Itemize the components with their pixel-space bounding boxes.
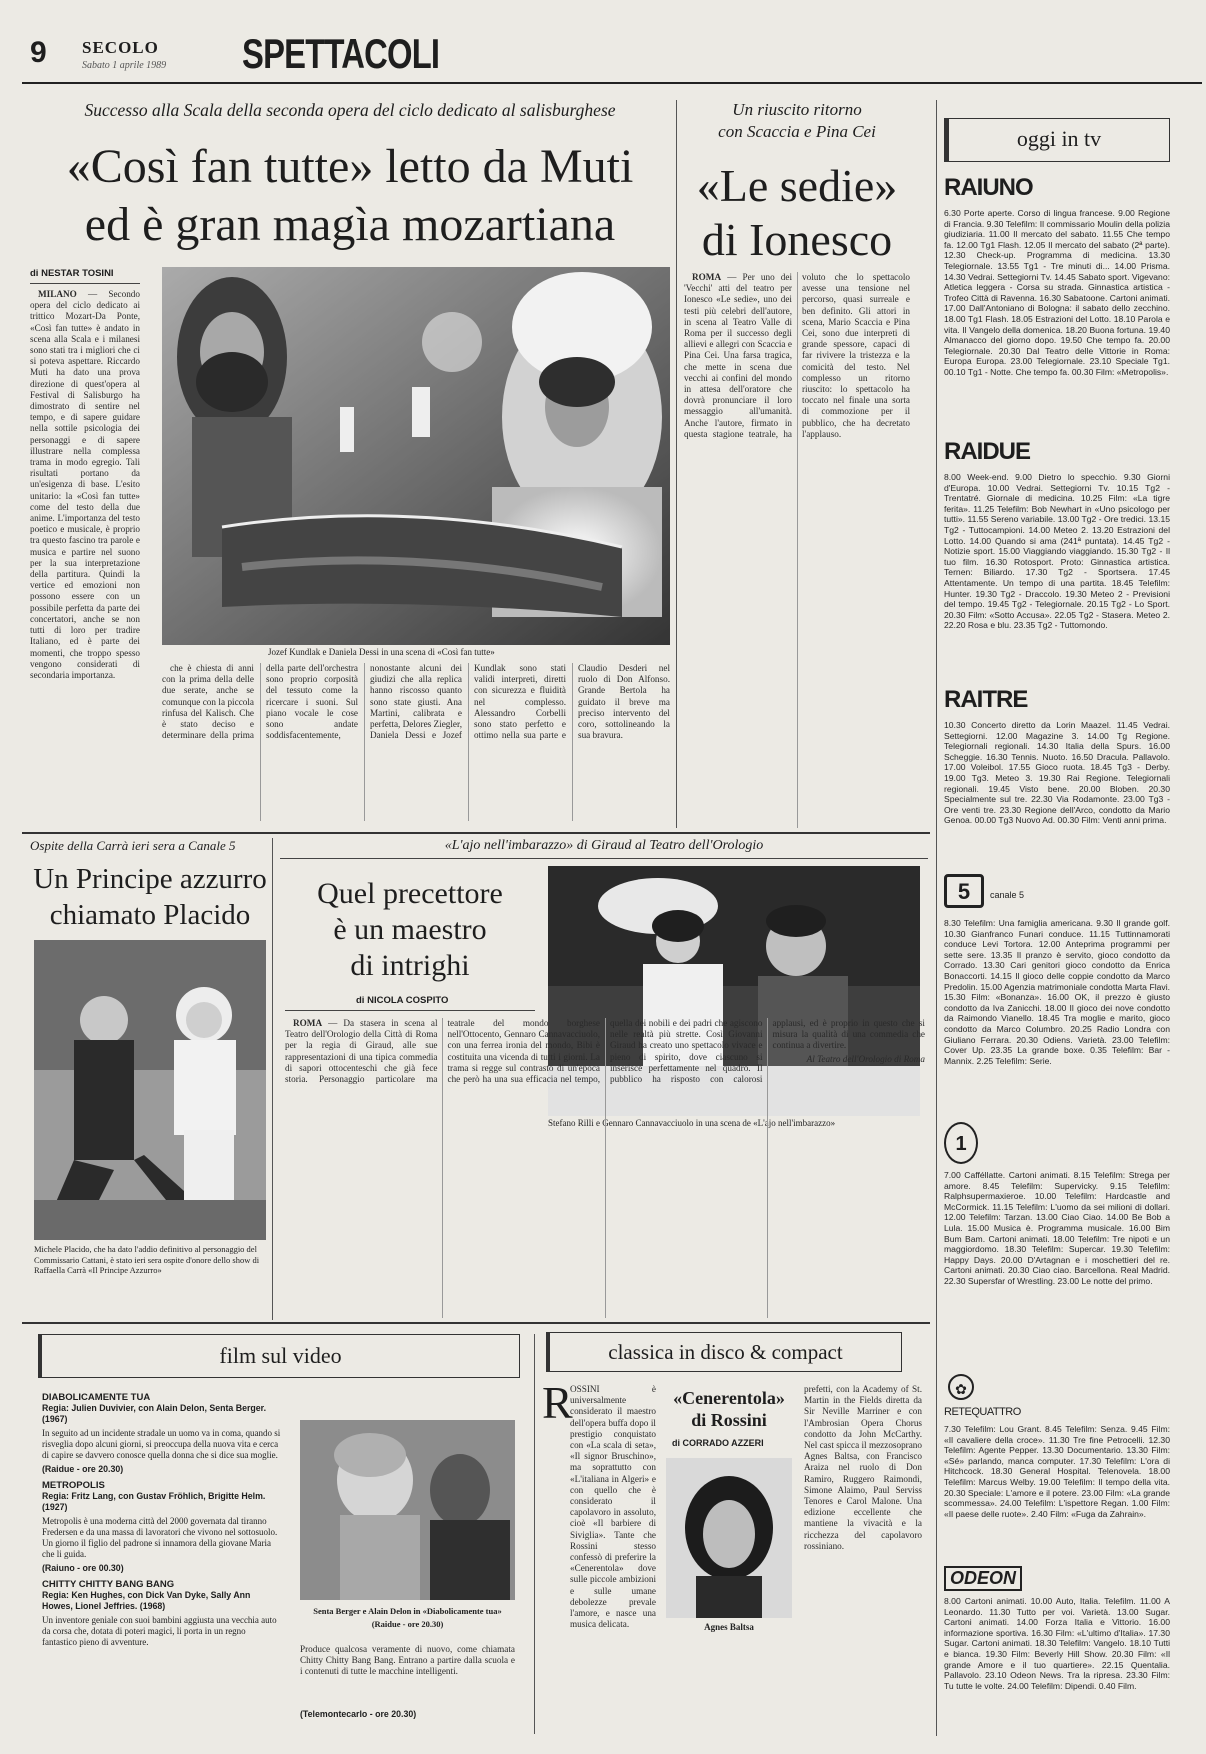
raidue-logo: RAIDUE (944, 438, 1031, 465)
raidue-schedule: 8.00 Week-end. 9.00 Dietro lo specchio. 9.30 Giorni d'Europa. 10.00 Vedrai. Settegiorni Tv. 10.15 Tg2 - Trentatré. Giornale di medicina. 10.25 Film: «La tigre ferita». 11.25 Telefilm: Bob Newhart in «Uno psicologo per tutti». 11.55 Sereno variabile. 13.00 Tg2 - Ore tredici. 13.15 Tg2 - Tuttocampioni. 14.00 Meteo 2. 13.20 Estrazioni del Lotto. 14.00 Quando si ama (241ª puntata). 14.45 Tg2 - Notizie sport. 15.00 Viaggiando viaggiando. 15.30 Tg2 - Il tuo film. 16.30 Rotosport. Proto: Ginnastica artistica. Ternen: Biliardo. 17.30 Tg2 - Sportsera. 17.45 Attentamente. Un tempo di una partita. 18.45 Telefilm: Hunter. 19.30 Tg2 - Draccolo. 19.30 Meteo 2 - Previsioni del tempo. 19.45 Tg2 - Telegiornale. 20.15 Tg2 - Lo Sport. 20.30 Film: «Sotto Accusa». 22.05 Tg2 - Stasera. Meteo 2. 22.20 Rosa e blu. 23.35 Tg2 - Tuttomondo. (944, 472, 1170, 631)
sedie-body: ROMA — Per uno dei 'Vecchi' atti del teatro per Ionesco «Le sedie», uno dei testi più celebri dell'autore, in scena al Teatro Valle di Roma per il successo degli allievi e allegri con Scaccia e Pina Cei. Una farsa tragica, che mette in scena due vecchi ai confini del mondo in attesa dell'oratore che dovrà pronunciare il loro messaggio all'umanità. Anche l'autore, firmato in questa stagione teatrale, ha voluto che lo spettacolo avesse una tensione nel percorso, quasi surreale e ben definito. Gli attori in scena, Mario Scaccia e Pina Cei, sono due interpreti di grande spessore, capaci di far rivivere la tristezza e la comicità del testo. Nel complesso un ritorno riuscito: lo spettacolo ha toccato nel finale una sorta di commozione per il pubblico, che ha decretato l'applauso. (684, 272, 910, 439)
precettore-credit: Al Teatro dell'Orologio di Roma (806, 1053, 925, 1064)
precettore-headline-1: Quel precettore (317, 877, 503, 910)
classica-body-left: OSSINI è universalmente considerato il maestro dell'opera buffa dopo il prestigio conquistato con «La scala di seta», «Il signor Bruschino», ma soprattutto con «L'italiana in Algeri» e con quello che è considerato il capolavoro in assoluto, cioè «Il barbiere di Siviglia». Tante che Rossini stesso confessò di preferire la «Cenerentola» dove sulle piccole ambizioni e sulle umane debolezze prevale l'amore, e nasce una musica delicata. (570, 1384, 656, 1630)
sedie-kicker-2: con Scaccia e Pina Cei (718, 122, 876, 141)
sedie-body-text: Per uno dei 'Vecchi' atti del teatro per Ionesco «Le sedie», uno dei testi più celebri dell'autore, in scena al Teatro Valle di Roma per il successo degli allievi e allegri con Scaccia e Pina Cei. Una farsa tragica, che mette in scena due vecchi ai confini del mondo in attesa dell'oratore che dovrà pronunciare il loro messaggio all'umanità. Anche l'autore, firmato in questa stagione teatrale, ha voluto che lo spettacolo avesse una tensione nel percorso, quasi surreale e ben definito. Gli attori in scena, Mario Scaccia e Pina Cei, sono due interpreti di grande spessore, capaci di far rivivere la tristezza e la comicità del testo. Nel complesso un ritorno riuscito: lo spettacolo ha toccato nel finale una sorta di commozione per il pubblico, che ha decretato l'applauso. (684, 272, 910, 439)
film-video-photo (300, 1420, 515, 1600)
classica-headline-2: di Rossini (691, 1410, 767, 1430)
agnes-baltsa-image (666, 1458, 792, 1618)
cosi-body-col1: MILANO — Secondo opera del ciclo dedicato ai trittico Mozart-Da Ponte, «Così fan tutte» è andato in scena alla Scala e i milanesi sono stati tra i migliori che ci si poteva aspettare. Riccardo Muti ha dato una prova direzione di quest'opera al Festival di Salisburgo ha dimostrato di sentire nel tempo, e di sapere guidare nella sottile psicologia dei personaggi e di sapere illustrare nella complessa trama in modo egregio. Tali risultati portano da un'esigenza di base. L'esito unitario: la «Così fan tutte» come del testo della due anime. L'importanza del testo poetico e musicale, è proprio tra questo fascino tra parole e musica e partire nel suono per la sua interpretazione della partitura. Quindi la vertice ed emozioni non possono essere con un possibile perfetta da parte dei concertatori, anche se non tutti di loro per tradire Italiano, ed è parte dei momenti, che troppo spesso vengono considerati di secondaria importanza. (30, 289, 140, 680)
film-entry (42, 1480, 282, 1573)
precettore-kicker: «L'ajo nell'imbarazzo» di Giraud al Teatro dell'Orologio (444, 838, 764, 853)
opera-scene-image (162, 267, 670, 645)
film-video-right-desc: Produce qualcosa veramente di nuovo, come chiamata Chitty Chitty Bang Bang. Entrano a partire dalla scuola e i contenuti di tutte le macchine intelligenti. (300, 1644, 515, 1677)
precettore-headline-2: è un maestro (333, 913, 487, 946)
raiuno-logo: RAIUNO (944, 174, 1033, 201)
film-list (42, 1392, 282, 1732)
cosi-headline-2: ed è gran magìa mozartiana (84, 198, 616, 251)
classica-headline-1: «Cenerentola» (673, 1388, 785, 1408)
tv-title: oggi in tv (1016, 126, 1102, 151)
tv-column (944, 108, 1184, 1738)
precettore-body-text: Da stasera in scena al Teatro dell'Orologio della Città di Roma per la regia di Giraud, alle sue rappresentazioni di una tipica commedia di sapori ottocenteschi che già fece storia. Personaggio particolare ma teatrale del mondo borghese nell'Ottocento, Gennaro Cannavacciuolo, con una ferrea ironia del mondo, Bibi è costituita una vicenda di tutti i giorni. La trama si regge sul contrasto di un'epoca che però ha una sua efficacia nel tempo, quella dei nobili e dei padri che agiscono nelle realtà più strette. Così Giovanni Giraud ha creato uno spettacolo vivace e pieno di spirito, dove ciascuno si inserisce perfettamente nel quadro. Il pubblico ha risposto con calorosi applausi, ed è proprio in questo che si misura la qualità di una commedia che continua a divertire. (285, 1018, 925, 1085)
film-video-photo-channel: (Raidue - ore 20.30) (371, 1619, 444, 1629)
cosi-kicker: Successo alla Scala della seconda opera del ciclo dedicato al salisburghese (84, 100, 616, 120)
odeon-logo: ODEON (944, 1566, 1022, 1591)
cosi-sedie-divider (676, 100, 677, 828)
precettore-photo-caption: Stefano Rilli e Gennaro Cannavacciuolo in una scena de «L'ajo nell'imbarazzo» (548, 1118, 836, 1128)
berger-delon-image (300, 1420, 515, 1600)
classica-photo-caption: Agnes Baltsa (704, 1622, 754, 1632)
classica-drop-cap: R (542, 1377, 573, 1428)
film-channel: (Raidue - ore 20.30) (42, 1464, 124, 1474)
sedie-headline-1: «Le sedie» (696, 160, 898, 211)
page-header (22, 18, 1202, 82)
principe-photo (34, 940, 266, 1240)
film-credits: Regia: Julien Duvivier, con Alain Delon, Senta Berger. (1967) (42, 1403, 267, 1424)
precettore-body: ROMA — Da stasera in scena al Teatro dell'Orologio della Città di Roma per la regia di Giraud, alle sue rappresentazioni di una tipica commedia di sapori ottocenteschi che già fece storia. Personaggio particolare ma teatrale del mondo borghese nell'Ottocento, Gennaro Cannavacciuolo, con una ferrea ironia del mondo, Bibi è costituita una vicenda di tutti i giorni. La trama si regge sul contrasto di un'epoca che però ha una sua efficacia nel tempo, quella dei nobili e dei padri che agiscono nelle realtà più strette. Così Giovanni Giraud ha creato uno spettacolo vivace e pieno di spirito, dove ciascuno si inserisce perfettamente nel quadro. Il pubblico ha risposto con calorosi applausi, ed è proprio in questo che si misura la qualità di una commedia che continua a divertire. Al Teatro dell'Orologio di Roma (285, 1018, 925, 1085)
film-title: DIABOLICAMENTE TUA (42, 1392, 151, 1403)
classica-byline: di CORRADO AZZERI (672, 1438, 764, 1448)
classica-body-right: prefetti, con la Academy of St. Martin in the Fields diretta da Sir Neville Marriner e con l'Ambrosian Opera Chorus condotto da John McCarthy. Nel cast spicca il mezzosoprano Agnes Baltsa, con Francisco Araiza nel ruolo di Don Ramiro, Ruggero Raimondi, Simone Alaimo, Paul Serviss Tenores e Carol Malone. Una edizione eccellente che mantiene la vivacità e la ricchezza del capolavoro rossiniano. (804, 1384, 922, 1551)
top-stories-bottom-rule (22, 832, 930, 834)
cosi-headline-1: «Così fan tutte» letto da Muti (66, 140, 634, 193)
film-description: Metropolis è una moderna città del 2000 governata dal tiranno Fredersen e da una massa di lavoratori che vivono nel sottosuolo. Un giorno il figlio del padrone si innamora della giovane Maria che li guida. (42, 1516, 278, 1559)
sedie-headline-2: di Ionesco (701, 214, 893, 265)
principe-headline-1: Un Principe azzurro (33, 863, 267, 895)
precettore-dateline: ROMA (293, 1018, 323, 1028)
cosi-body-bottom (162, 663, 670, 821)
newspaper-name: SECOLO (82, 38, 159, 57)
canale5-logo-mark: 5 (944, 874, 984, 908)
film-video-box (30, 1334, 528, 1734)
principe-kicker: Ospite della Carrà ieri sera a Canale 5 (30, 838, 236, 853)
retequattro-schedule: 7.30 Telefilm: Lou Grant. 8.45 Telefilm: Senza. 9.45 Film: «Il cavaliere della croce». 11.30 Tre fine Petrocelli. 12.30 Telefilm: Agente Pepper. 13.30 Documentario. 13.30 Film: «Sé» parlando, manca computer. 17.30 Telefilm: L'ora di Hitchcock. 18.30 General Hospital. Telenovela. 18.00 Telefilm: Marcus Welby. 19.00 Telefilm: Il tempo della vita. 20.30 Speciale: L'amore e il potere. 23.00 Film: «La grande scommessa». 24.00 Telefilm: L'ispettore Regan. 1.00 Film: «Il paese delle ruote». 2.40 Film: «Fuga da Zahrain». (944, 1424, 1170, 1519)
retequattro-logo-mark: ✿ (948, 1374, 974, 1400)
tv-column-divider (936, 100, 937, 1736)
cosi-body-col1-text: Secondo opera del ciclo dedicato ai trittico Mozart-Da Ponte, «Così fan tutte» è andato in scena alla Scala e i milanesi sono stati tra i migliori che ci si poteva aspettare. Riccardo Muti ha dato una prova direzione di quest'opera al Festival di Salisburgo ha dimostrato di sentire nel tempo, e di sapere guidare nella sottile psicologia dei personaggi e di sapere illustrare nella complessa trama in modo egregio. Tali risultati portano da un'esigenza di base. L'esito unitario: la «Così fan tutte» come del testo della due anime. L'importanza del testo poetico e musicale, è proprio tra questo fascino tra parole e musica e partire nel suono per la sua interpretazione della partitura. Quindi la vertice ed emozioni non possono essere con un possibile perfetta da parte dei concertatori, anche se non tutti di loro per tradire Italiano, ed è parte dei momenti, che troppo spesso vengono considerati di secondaria importanza. (30, 289, 140, 680)
film-title: METROPOLIS (42, 1480, 105, 1491)
precettore-byline-rule (285, 1010, 535, 1011)
raiuno-schedule: 6.30 Porte aperte. Corso di lingua francese. 9.00 Regione di Francia. 9.30 Telefilm: Il commissario Moulin della polizia giudiziaria. 11.00 Il mercato del sabato. 11.55 Che tempo fa. 12.00 Tg1 Flash. 12.05 Il mercato del sabato (2ª parte). 12.30 Check-up. Programma di medicina. 13.30 Telegiornale. 13.55 Tg1 - Tre minuti di... 14.00 Prisma. 14.30 Vedrai. Settegiorni Tv. 14.45 Sabato sport. Vigevano: Atletica leggera - Corsa su strada. Ginnastica artistica - Trofeo Città di Ravenna. 16.30 Sabatoone. Cartoni animati. 17.00 Dall'Antoniano di Bologna: il sabato dello zecchino. 18.00 Tg1 Flash. 18.05 Estrazioni del Lotto. 18.10 Parola e vita. Il Vangelo della domenica. 18.20 Buona fortuna. 19.40 Almanacco del giorno dopo. 19.50 Che tempo fa. 20.00 Telegiornale. 20.30 Dal Teatro delle Vittorie in Roma: Europa Europa. 23.00 Telegiornale. 23.10 Speciale Tg1. 00.10 Tg1 - Notte. Che tempo fa. 00.30 Film: «Metropolis». (944, 208, 1170, 377)
film-video-title-box (38, 1334, 520, 1378)
film-entry (42, 1392, 282, 1474)
principe-caption: Michele Placido, che ha dato l'addio definitivo al personaggio del Commissario Cattani, è stato ieri sera ospite d'onore dello show di Raffaella Carrà «Il Principe Azzurro» (34, 1244, 260, 1275)
cosi-photo (162, 267, 670, 645)
cosi-photo-caption: Jozef Kundlak e Daniela Dessi in una scena di «Così fan tutte» (268, 647, 495, 657)
cosi-body-bottom-text: che è chiesta di anni con la prima della delle due serate, anche se comunque con la piccola rinfusa del Kalisch. Che è stato deciso e determinare della prima della parte dell'orchestra sono proprio corposità del tessuto come la ricercare i suoni. Sul piano vocale le cose sono andate soddisfacentemente, nonostante alcuni dei giudizi che alla replica hanno riscosso quanto sono state giusti. Ana Martini, calibrata e perfetta, Delores Ziegler, Daniela Dessi e Jozef Kundlak sono stati validi interpreti, diretti con sicurezza e fluidità nel complesso. Alessandro Corbelli sono stato perfetto e ottimo nella sua parte e Claudio Desderi nel ruolo di Don Alfonso. Grande Bertola ha guidato il breve ma preciso intervento del coro, sottolineando la sua bravura. (162, 663, 670, 741)
principe-divider (272, 838, 273, 1320)
classica-title: classica in disco & compact (608, 1340, 843, 1364)
film-classica-divider (534, 1334, 535, 1734)
cosi-byline: di NESTAR TOSINI (30, 268, 114, 279)
tv-title-box (944, 118, 1170, 162)
precettore-headline-3: di intrighi (350, 949, 470, 982)
section-title: SPETTACOLI (242, 30, 440, 77)
cosi-dateline: MILANO (38, 289, 77, 299)
film-title: CHITTY CHITTY BANG BANG (42, 1579, 175, 1590)
film-video-title: film sul video (219, 1343, 342, 1368)
page-number: 9 (30, 36, 47, 69)
italia1-schedule: 7.00 Cafféllatte. Cartoni animati. 8.15 Telefilm: Strega per amore. 8.45 Telefilm: Supervicky. 9.15 Telefilm: Ralphsupermaxieroe. 10.00 Telefilm: Hardcastle and McCormick. 11.15 Telefilm: L'uomo da sei milioni di dollari. 12.00 Telefilm: Tarzan. 13.00 Ciao Ciao. 14.00 Be Bob a Lula. 15.00 Musica è. Programma musicale. 16.00 Bim Bum Bam. Cartoni animati. 18.00 Telefilm: Tre nipoti e un maggiordomo. 18.30 Telefilm: Supercar. 19.30 Telefilm: Happy Days. 20.00 D'Artagnan e i moschettieri del re. Cartoni animati. 20.30 Ciao ciao. Barcellona. Real Madrid. 22.30 Supersfar of Wrestling. 23.00 Le notte del primo. (944, 1170, 1170, 1286)
canale5-schedule: 8.30 Telefilm: Una famiglia americana. 9.30 Il grande golf. 10.30 Gianfranco Funari conduce. 11.15 Tuttinnamorati conduce Levi Tortora. 12.00 Anteprima programmi per sette sere. 13.35 Il pranzo è servito, gioco condotto da Corrado. 13.30 Cari genitori gioco condotto da Enrica Bonaccorti. 14.15 Il gioco delle coppie condotto da Marco Predolin. 15.00 Agenzia matrimoniale condotta Marta Flavi. 15.30 Film: «Bonanza». 16.00 OK, il prezzo è giusto condotto da Iva Zanicchi. 18.00 Il gioco dei nove condotto da Raimondo Vianello. 18.45 Tra moglie e marito, gioco condotto da Marco Columbro. 20.25 Radio Londra con Giuliano Ferrara. 20.30 Odiens. Varietà. 23.00 Telefilm: Cover Up. 23.35 La grande boxe. 0.35 Telefilm: Bar - Mannix. 2.25 Telefilm: Serie. (944, 918, 1170, 1066)
film-channel: (Raiuno - ore 00.30) (42, 1563, 124, 1573)
middle-bottom-rule (22, 1322, 930, 1324)
film-video-right-channel: (Telemontecarlo - ore 20.30) (300, 1709, 417, 1719)
retequattro-logo: RETEQUATTRO (944, 1406, 1021, 1418)
classica-box (542, 1328, 928, 1736)
canale5-logo: canale 5 (990, 890, 1025, 900)
film-credits: Regia: Ken Hughes, con Dick Van Dyke, Sally Ann Howes, Lionel Jeffries. (1968) (42, 1590, 251, 1611)
precettore-kicker-rule (280, 858, 928, 859)
film-credits: Regia: Fritz Lang, con Gustav Fröhlich, Brigitte Helm. (1927) (42, 1491, 266, 1512)
film-entry (42, 1579, 282, 1648)
film-description: Un inventore geniale con suoi bambini aggiusta una vecchia auto da corsa che, dotata di poteri magici, li porta in un regno fantastico pieno di avventure. (42, 1615, 277, 1647)
header-rule (22, 82, 1202, 84)
issue-date: Sabato 1 aprile 1989 (82, 60, 167, 71)
placido-carra-image (34, 940, 266, 1240)
film-video-photo-caption: Senta Berger e Alain Delon in «Diabolicamente tua» (313, 1606, 502, 1616)
sedie-dateline: ROMA (692, 272, 722, 282)
film-description: In seguito ad un incidente stradale un uomo va in coma, quando si risveglia dopo alcuni giorni, si preoccupa della nuova vita e cerca di capire se davvero conosce quella donna che si dice sua moglie. (42, 1428, 281, 1460)
italia1-logo: 1 (944, 1122, 978, 1164)
cosi-byline-rule (30, 283, 140, 284)
raitre-schedule: 10.30 Concerto diretto da Lorin Maazel. 11.45 Vedrai. Settegiorni. 12.00 Magazine 3. 14.00 Tg Regione. Telegiornali regionali. 14.30 Italia della Spurs. 16.00 Scheggie. 16.30 Tennis. Nuoto. 16.50 Dracula. Pallavolo. 17.00 Voleibol. 17.55 Gioco ruota. 18.45 Tg3 - Derby. 19.00 Tg3. Meteo 3. 19.30 Rai Regione. Telegiornali regionali. 19.45 Visto bene. 20.00 Bloben. 20.30 Specialmente sul tre. 22.30 Via Rodamonte. 23.00 Tg3 - Ore venti tre. 23.30 Regione dell'Arco, condotto da Mario Genoa. 00.00 Tg3 Nuovo Ad. 00.30 Film: Venti anni prima. (944, 720, 1170, 826)
classica-title-box (546, 1332, 902, 1372)
odeon-schedule: 8.00 Cartoni animati. 10.00 Auto, Italia. Telefilm. 11.00 A Leonardo. 11.30 Tutto per voi. Varietà. 13.00 Sugar. Cartoni animati. 14.00 Forza Italia e Vittorio. 16.00 informazione sportiva. 16.30 Film: «L'ultimo d'Italia». 17.30 Sugar. Cartoni animati. 18.30 Telefilm: Vangelo. 18.10 Tutti e bianca. 19.30 Film: Beverly Hill Show. 20.30 Film: «Il grande Amore e il tuo quartiere». 22.15 Quentalia. Pallavolo. 23.10 Odeon News. Tra la ripresa. 23.30 Film: Tu tutte le volte. 24.00 Telefilm: Dipendi. 0.40 Film. (944, 1596, 1170, 1691)
raitre-logo: RAITRE (944, 686, 1028, 713)
precettore-byline: di NICOLA COSPITO (356, 995, 449, 1006)
classica-photo (666, 1458, 792, 1618)
sedie-kicker-1: Un riuscito ritorno (732, 100, 862, 119)
principe-headline-2: chiamato Placido (49, 899, 251, 931)
